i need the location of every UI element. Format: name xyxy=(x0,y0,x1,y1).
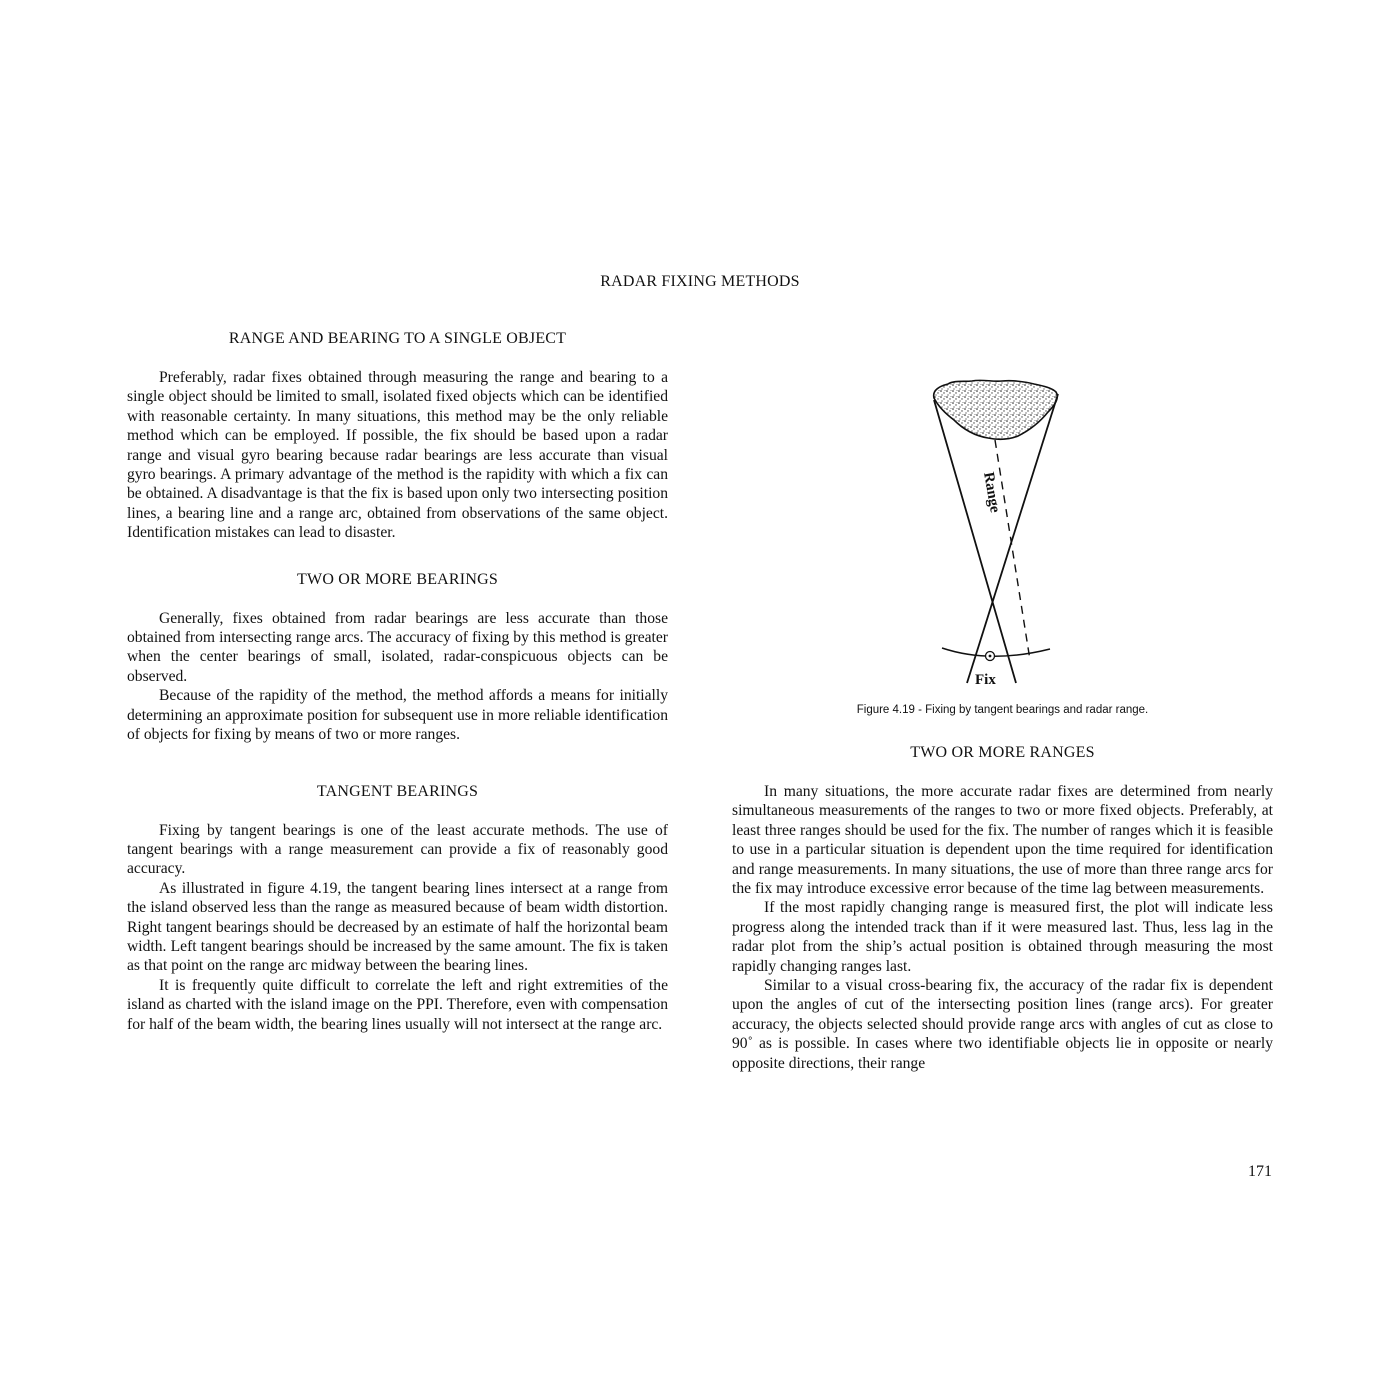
section-tangent-bearings xyxy=(127,783,668,1034)
left-tangent-bearing-line xyxy=(934,400,1016,683)
page-number: 171 xyxy=(1248,1163,1272,1180)
paragraph: Preferably, radar fixes obtained through measuring the range and bearing to a single object should be limited to small, isolated fixed objects which can be identified with reasonable certainty. In many situations, this method may be the only reliable method which can be employed. If possible, the fix should be based upon a radar range and visual gyro bearing because radar bearings are less accurate than visual gyro bearings. A primary advantage of the method is the rapidity with which a fix can be obtained. A disadvantage is that the fix is based upon only two intersecting position lines, a bearing line and a range arc, obtained from observations of the same object. Identification mistakes can lead to disaster. xyxy=(127,369,668,542)
page-title: RADAR FIXING METHODS xyxy=(600,273,800,290)
right-column xyxy=(732,378,1273,1073)
paragraph: In many situations, the more accurate radar fixes are determined from nearly simultaneous measurements of the ranges to two or more fixed objects. Preferably, at least three ranges should be used for the fix. The number of ranges which it is feasible to use in a particular situation is dependent upon the time required for identification and range measurements. In many situations, the use of more than three range arcs for the fix may introduce excessive error because of the time lag between measurements. xyxy=(732,783,1273,898)
paragraph: As illustrated in figure 4.19, the tangent bearing lines intersect at a range from the island observed less than the range as measured because of beam width distortion. Right tangent bearings should be decreased by an estimate of half the horizontal beam width. Left tangent bearings should be increased by the same amount. The fix is taken as that point on the range arc midway between the bearing lines. xyxy=(127,879,668,975)
section-heading: RANGE AND BEARING TO A SINGLE OBJECT xyxy=(228,330,567,347)
paragraph: Fixing by tangent bearings is one of the least accurate methods. The use of tangent bearings with a range measurement can provide a fix of reasonably good accuracy. xyxy=(127,821,668,878)
paragraph: Generally, fixes obtained from radar bearings are less accurate than those obtained from intersecting range arcs. The accuracy of fixing by this method is greater when the center bearings of small, isolated, radar-conspicuous objects can be observed. xyxy=(127,609,668,685)
island-shape xyxy=(934,380,1058,439)
section-range-and-bearing xyxy=(127,330,668,543)
fix-label: Fix xyxy=(975,672,996,688)
paragraph: If the most rapidly changing range is measured first, the plot will indicate less progress along the intended track than if it were measured last. Thus, less lag in the radar plot from the ship’s actual position is obtained through measuring the most rapidly changing ranges last. xyxy=(732,899,1273,975)
section-two-or-more-ranges xyxy=(732,744,1273,1073)
section-heading: TANGENT BEARINGS xyxy=(316,782,479,800)
figure-tangent-bearings xyxy=(732,378,1273,716)
paragraph: It is frequently quite difficult to correlate the left and right extremities of the island as charted with the island image on the PPI. Therefore, even with compensation for half of the beam width, the bearing lines usually will not intersect at the range arc. xyxy=(127,976,668,1033)
section-heading: TWO OR MORE RANGES xyxy=(910,744,1095,761)
left-column xyxy=(127,330,668,1034)
tangent-bearing-diagram xyxy=(922,378,1062,693)
section-heading: TWO OR MORE BEARINGS xyxy=(297,570,498,588)
range-label: Range xyxy=(980,470,1003,514)
paragraph: Because of the rapidity of the method, the method affords a means for initially determining an approximate position for subsequent use in more reliable identification of objects for fixing by means of two or more ranges. xyxy=(127,687,668,744)
range-arc xyxy=(942,648,1050,656)
paragraph: Similar to a visual cross-bearing fix, the accuracy of the radar fix is dependent upon the angles of cut of the intersecting position lines (range arcs). For greater accuracy, the objects selected should provide range arcs with angles of cut as close to 90˚ as is possible. In cases where two identifiable objects lie in opposite or nearly opposite directions, their range xyxy=(732,977,1273,1072)
section-two-or-more-bearings xyxy=(127,571,668,745)
figure-caption: Figure 4.19 - Fixing by tangent bearings and radar range. xyxy=(856,704,1149,716)
